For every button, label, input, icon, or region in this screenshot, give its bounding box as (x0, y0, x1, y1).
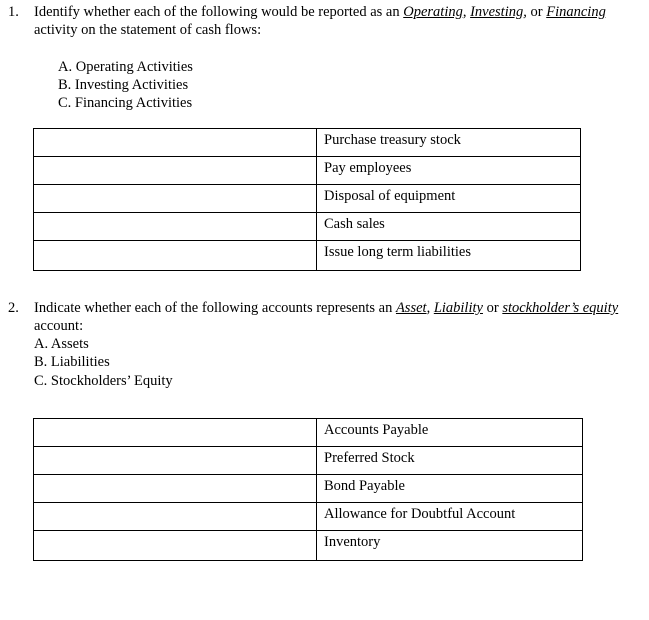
table-row (34, 157, 581, 185)
answer-cell[interactable] (34, 185, 317, 213)
q2-option-equity: stockholder’s equity (502, 300, 619, 316)
q1-option-financing: Financing (546, 4, 606, 20)
table-row (34, 213, 581, 241)
q1-prompt-line2: activity on the statement of cash flows: (34, 22, 262, 38)
q2-choice-a: A. Assets (34, 336, 89, 352)
q2-choice-b: B. Liabilities (34, 354, 110, 370)
item-cell: Pay employees (317, 157, 581, 185)
answer-cell[interactable] (34, 531, 317, 561)
q2-number: 2. (8, 300, 19, 316)
q1-sep2: , or (523, 4, 547, 20)
answer-cell[interactable] (34, 419, 317, 447)
answer-cell[interactable] (34, 447, 317, 475)
table-row (34, 475, 583, 503)
answer-cell[interactable] (34, 475, 317, 503)
item-cell: Cash sales (317, 213, 581, 241)
q2-prompt (34, 299, 618, 317)
item-cell: Bond Payable (317, 475, 583, 503)
table-row (34, 447, 583, 475)
q2-answer-table (33, 418, 583, 561)
q1-choice-b: B. Investing Activities (58, 77, 189, 93)
q2-prompt-line2: account: (34, 318, 84, 334)
q1-choice-a: A. Operating Activities (58, 59, 193, 75)
q1-prompt (34, 3, 606, 21)
item-cell: Preferred Stock (317, 447, 583, 475)
q2-option-liability: Liability (433, 300, 483, 316)
q1-answer-table (33, 128, 581, 271)
table-row (34, 503, 583, 531)
q2-sep1: , (426, 300, 434, 316)
q1-sep1: , (462, 4, 471, 20)
answer-cell[interactable] (34, 213, 317, 241)
answer-cell[interactable] (34, 241, 317, 271)
answer-cell[interactable] (34, 129, 317, 157)
item-cell: Inventory (317, 531, 583, 561)
q2-option-asset: Asset (395, 300, 427, 316)
table-row (34, 531, 583, 561)
item-cell: Allowance for Doubtful Account (317, 503, 583, 531)
item-cell: Purchase treasury stock (317, 129, 581, 157)
table-row (34, 241, 581, 271)
answer-cell[interactable] (34, 157, 317, 185)
q1-prompt-text: Identify whether each of the following would be reported as an (34, 4, 404, 20)
q1-option-operating: Operating (403, 4, 463, 20)
q2-choice-c: C. Stockholders’ Equity (34, 373, 173, 389)
table-row (34, 185, 581, 213)
answer-cell[interactable] (34, 503, 317, 531)
q1-choice-c: C. Financing Activities (58, 95, 193, 111)
table-row (34, 419, 583, 447)
table-row (34, 129, 581, 157)
q1-number: 1. (8, 4, 19, 20)
item-cell: Disposal of equipment (317, 185, 581, 213)
q2-prompt-text: Indicate whether each of the following accounts represents an (34, 300, 396, 316)
q1-option-investing: Investing (470, 4, 524, 20)
item-cell: Issue long term liabilities (317, 241, 581, 271)
item-cell: Accounts Payable (317, 419, 583, 447)
q2-sep2: or (482, 300, 503, 316)
